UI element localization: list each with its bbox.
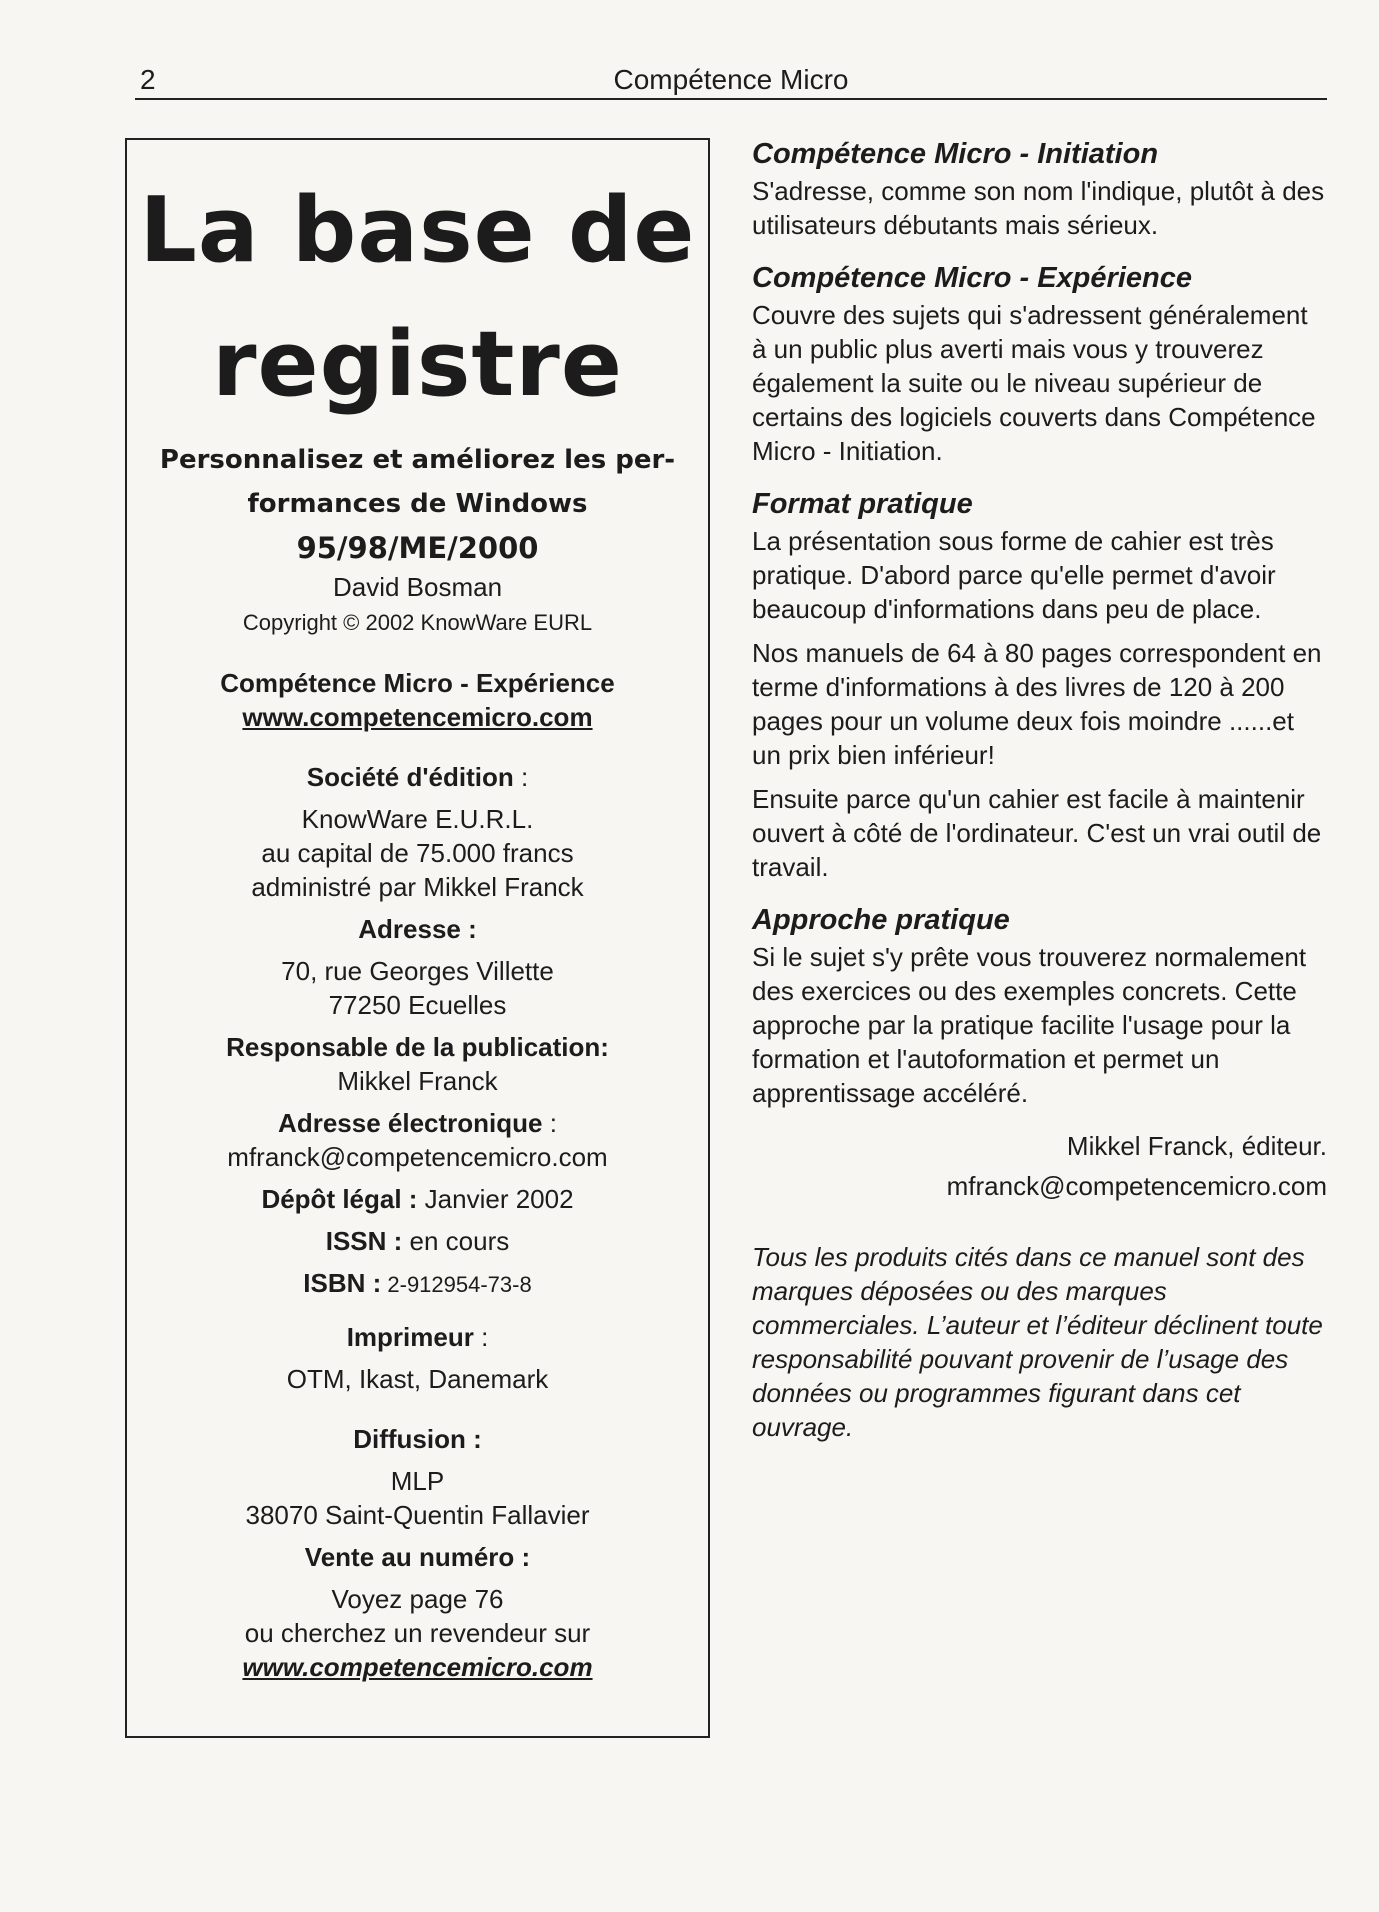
email-heading — [127, 1106, 708, 1140]
distribution-line: 38070 Saint-Quentin Fallavier — [245, 1500, 590, 1530]
issn-label: ISSN : — [325, 1226, 403, 1256]
intro-column — [752, 134, 1327, 1444]
page-number: 2 — [140, 64, 156, 95]
book-title-line-2: registre — [212, 312, 623, 417]
running-header — [135, 58, 1327, 100]
editor-email[interactable]: mfranck@competencemicro.com — [946, 1171, 1327, 1201]
section-experience — [752, 258, 1327, 468]
responsible-name: Mikkel Franck — [337, 1066, 498, 1096]
subtitle-line-2: formances de Windows — [247, 489, 588, 519]
sale-label: Vente au numéro : — [304, 1542, 531, 1572]
printer-heading — [127, 1320, 708, 1354]
legal-value: Janvier 2002 — [417, 1184, 574, 1214]
publisher-label: Société d'édition — [306, 762, 514, 792]
publisher-line: au capital de 75.000 francs — [261, 838, 574, 868]
section-title: Compétence Micro - Initiation — [752, 138, 1159, 170]
legal-label: Dépôt légal : — [261, 1184, 418, 1214]
address-label: Adresse : — [358, 914, 477, 944]
book-title — [127, 164, 708, 432]
email-address[interactable]: mfranck@competencemicro.com — [227, 1142, 608, 1172]
colophon-box — [125, 138, 710, 1738]
issn — [127, 1224, 708, 1258]
issn-value: en cours — [402, 1226, 510, 1256]
printer-value: OTM, Ikast, Danemark — [286, 1364, 549, 1394]
running-title: Compétence Micro — [613, 64, 849, 95]
book-title-line-1: La base de — [139, 178, 696, 283]
publisher-line: administré par Mikkel Franck — [251, 872, 584, 902]
section-title: Compétence Micro - Expérience — [752, 262, 1192, 294]
trademark-notice: Tous les produits cités dans ce manuel sont des marques déposées ou des marques commerciales. L’auteur et l’éditeur déclinent toute responsabilité pouvant provenir de l’usage des données ou programmes figurant dans cet ouvrage. — [752, 1242, 1323, 1442]
address-line: 77250 Ecuelles — [328, 990, 507, 1020]
section-paragraph: Nos manuels de 64 à 80 pages correspondent en terme d'informations à des livres de 120 à 200 pages pour un volume deux fois moindre ......et un prix bien inférieur! — [752, 638, 1322, 770]
publisher-sep: : — [513, 762, 529, 792]
distribution-line: MLP — [390, 1466, 445, 1496]
email-sep: : — [542, 1108, 557, 1138]
book-subtitle — [147, 438, 688, 570]
copyright: Copyright © 2002 KnowWare EURL — [242, 610, 593, 635]
series-name: Compétence Micro - Expérience — [220, 668, 615, 698]
sale-line: ou cherchez un revendeur sur — [244, 1618, 591, 1648]
distribution-label: Diffusion : — [353, 1424, 482, 1454]
address-line: 70, rue Georges Villette — [281, 956, 554, 986]
section-paragraph: Si le sujet s'y prête vous trouverez normalement des exercices ou des exemples concrets. Cette approche par la pratique facilite l'usage pour la formation et l'autoformation et permet un apprentissage accéléré. — [752, 942, 1307, 1108]
author: David Bosman — [332, 572, 503, 602]
isbn — [127, 1266, 708, 1302]
section-paragraph: Ensuite parce qu'un cahier est facile à maintenir ouvert à côté de l'ordinateur. C'est un vrai outil de travail. — [752, 784, 1322, 882]
website-link[interactable]: www.competencemicro.com — [242, 702, 593, 732]
subtitle-line-3: 95/98/ME/2000 — [296, 531, 539, 565]
isbn-label: ISBN : — [303, 1268, 382, 1298]
editor-signature: Mikkel Franck, éditeur. — [1066, 1131, 1327, 1161]
subtitle-line-1: Personnalisez et améliorez les per- — [159, 445, 676, 475]
publisher-line: KnowWare E.U.R.L. — [301, 804, 534, 834]
section-initiation — [752, 134, 1327, 242]
isbn-value: 2-912954-73-8 — [381, 1272, 532, 1297]
section-approach — [752, 900, 1327, 1110]
section-title: Approche pratique — [752, 904, 1010, 936]
legal-deposit — [127, 1182, 708, 1216]
section-paragraph: S'adresse, comme son nom l'indique, plutôt à des utilisateurs débutants mais sérieux. — [752, 176, 1325, 240]
section-title: Format pratique — [752, 488, 973, 520]
printer-label: Imprimeur — [346, 1322, 474, 1352]
responsible-label: Responsable de la publication: — [226, 1032, 609, 1062]
section-paragraph: Couvre des sujets qui s'adressent généralement à un public plus averti mais vous y trouverez également la suite ou le niveau supérieur de certains des logiciels couverts dans Compétence Micro - Initiation. — [752, 300, 1316, 466]
email-label: Adresse électronique — [278, 1108, 543, 1138]
printer-sep: : — [473, 1322, 489, 1352]
publisher-heading — [127, 760, 708, 794]
sale-line: Voyez page 76 — [331, 1584, 504, 1614]
section-paragraph: La présentation sous forme de cahier est très pratique. D'abord parce qu'elle permet d'avoir beaucoup d'informations dans peu de place. — [752, 526, 1276, 624]
sale-website-link[interactable]: www.competencemicro.com — [242, 1652, 593, 1682]
section-format — [752, 484, 1327, 884]
